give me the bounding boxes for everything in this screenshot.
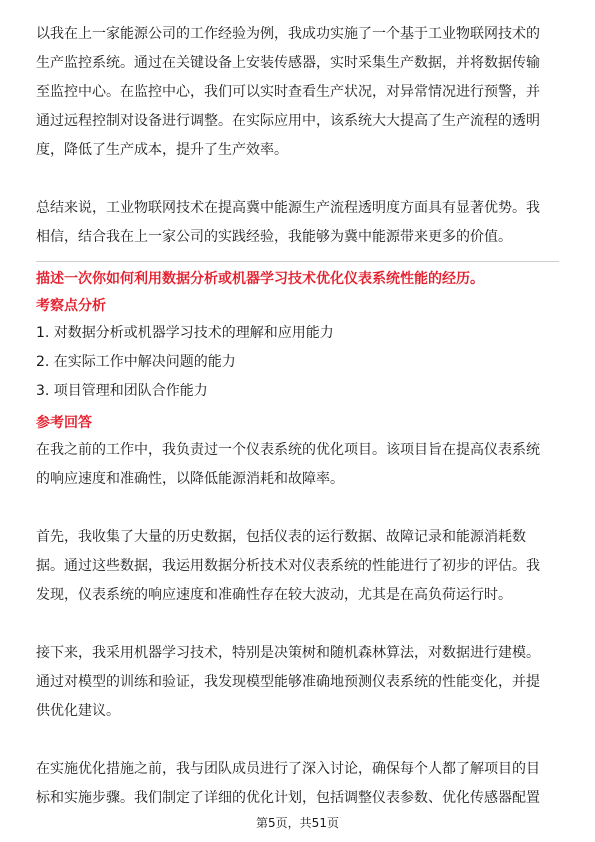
text-line: 在实施优化措施之前，我与团队成员进行了深入讨论，确保每个人都了解项目的目 bbox=[36, 761, 540, 777]
answer-title: 参考回答 bbox=[36, 415, 92, 431]
text-line: 据。通过这些数据，我运用数据分析技术对仪表系统的性能进行了初步的评估。我 bbox=[36, 558, 540, 574]
text-line: 以我在上一家能源公司的工作经验为例，我成功实施了一个基于工业物联网技术的 bbox=[36, 26, 540, 42]
page-content bbox=[36, 0, 559, 813]
list-item: 2. 在实际工作中解决问题的能力 bbox=[36, 354, 236, 370]
analysis-title: 考察点分析 bbox=[36, 298, 106, 314]
text-line: 通过远程控制对设备进行调整。在实际应用中，该系统大大提高了生产流程的透明 bbox=[36, 113, 540, 129]
text-line: 接下来，我采用机器学习技术，特别是决策树和随机森林算法，对数据进行建模。 bbox=[36, 645, 540, 661]
text-line: 至监控中心。在监控中心，我们可以实时查看生产状况，对异常情况进行预警，并 bbox=[36, 84, 540, 100]
answer-paragraph-1 bbox=[36, 436, 559, 494]
text-line: 标和实施步骤。我们制定了详细的优化计划，包括调整仪表参数、优化传感器配置 bbox=[36, 790, 540, 806]
section-divider bbox=[36, 261, 559, 262]
question-heading: 描述一次你如何利用数据分析或机器学习技术优化仪表系统性能的经历。 bbox=[36, 271, 484, 287]
text-line: 发现，仪表系统的响应速度和准确性存在较大波动，尤其是在高负荷运行时。 bbox=[36, 587, 512, 603]
answer-paragraph-2 bbox=[36, 523, 559, 610]
text-line: 度，降低了生产成本，提升了生产效率。 bbox=[36, 142, 288, 158]
text-line: 首先，我收集了大量的历史数据，包括仪表的运行数据、故障记录和能源消耗数 bbox=[36, 529, 526, 545]
list-item: 3. 项目管理和团队合作能力 bbox=[36, 383, 208, 399]
text-line: 供优化建议。 bbox=[36, 703, 120, 719]
text-line: 的响应速度和准确性，以降低能源消耗和故障率。 bbox=[36, 471, 344, 487]
text-line: 生产监控系统。通过在关键设备上安装传感器，实时采集生产数据，并将数据传输 bbox=[36, 55, 540, 71]
page-number: 第5页，共51页 bbox=[256, 816, 339, 830]
text-line: 总结来说，工业物联网技术在提高冀中能源生产流程透明度方面具有显著优势。我 bbox=[36, 200, 540, 216]
text-line: 在我之前的工作中，我负责过一个仪表系统的优化项目。该项目旨在提高仪表系统 bbox=[36, 442, 540, 458]
intro-paragraph bbox=[36, 20, 559, 165]
list-item: 1. 对数据分析或机器学习技术的理解和应用能力 bbox=[36, 325, 334, 341]
text-line: 通过对模型的训练和验证，我发现模型能够准确地预测仪表系统的性能变化，并提 bbox=[36, 674, 540, 690]
answer-paragraph-4 bbox=[36, 755, 559, 813]
summary-paragraph bbox=[36, 194, 559, 252]
analysis-list bbox=[36, 319, 559, 406]
answer-paragraph-3 bbox=[36, 639, 559, 726]
text-line: 相信，结合我在上一家公司的实践经验，我能够为冀中能源带来更多的价值。 bbox=[36, 229, 512, 245]
